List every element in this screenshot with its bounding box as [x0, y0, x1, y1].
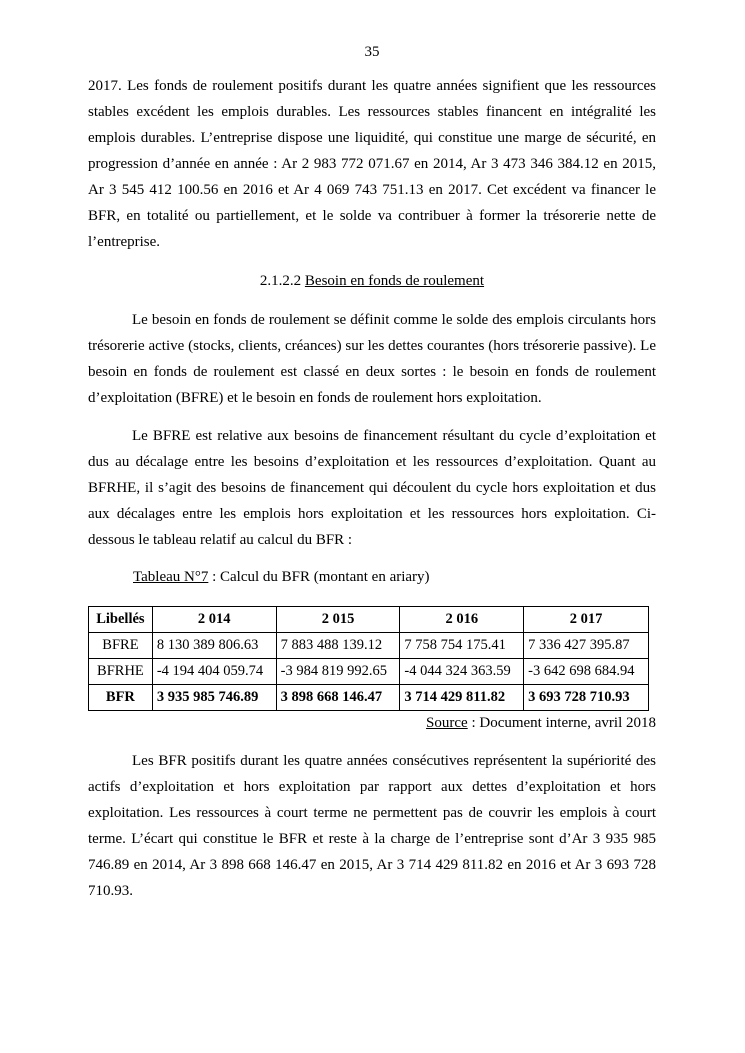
header-2014: 2 014 — [152, 607, 276, 633]
table-cell: 3 714 429 811.82 — [400, 685, 524, 711]
table-caption-text: : Calcul du BFR (montant en ariary) — [208, 569, 430, 585]
table-cell: 3 935 985 746.89 — [152, 685, 276, 711]
table-cell: -4 194 404 059.74 — [152, 659, 276, 685]
section-heading — [88, 268, 656, 294]
table-cell: 7 883 488 139.12 — [276, 633, 400, 659]
row-label: BFRHE — [89, 659, 153, 685]
table-row-total — [89, 685, 649, 711]
table-cell: 3 898 668 146.47 — [276, 685, 400, 711]
row-label: BFRE — [89, 633, 153, 659]
row-label: BFR — [89, 685, 153, 711]
paragraph-bfre-bfrhe: Le BFRE est relative aux besoins de financement résultant du cycle d’exploitation et dus au décalage entre les besoins d’exploitation et les ressources d’exploitation. Quant au BFRHE, il s’agit des besoins de financement qui découlent du cycle hors exploitation et dus aux décalages entre les emplois hors exploitation et les ressources hors exploitation. Ci-dessous le tableau relatif au calcul du BFR : — [88, 428, 656, 548]
section-number: 2.1.2.2 — [259, 273, 302, 289]
header-libelles: Libellés — [89, 607, 153, 633]
table-cell: 7 336 427 395.87 — [524, 633, 649, 659]
table-row — [89, 659, 649, 685]
table-row — [89, 633, 649, 659]
header-2016: 2 016 — [400, 607, 524, 633]
section-title: Besoin en fonds de roulement — [304, 273, 485, 289]
table-cell: -3 984 819 992.65 — [276, 659, 400, 685]
source-text: : Document interne, avril 2018 — [467, 715, 656, 731]
paragraph-fonds-roulement-conclusion: 2017. Les fonds de roulement positifs durant les quatre années signifient que les ressources stables excédent les emplois durables. Les ressources stables financent en intégralité les emplois durables. L’entreprise dispose une liquidité, qui constitue une marge de sécurité, en progression d’année en année : Ar 2 983 772 071.67 en 2014, Ar 3 473 346 384.12 en 2015, Ar 3 545 412 100.56 en 2016 et Ar 4 069 743 751.13 en 2017. Cet excédent va financer le BFR, en totalité ou partiellement, et le solde va contribuer à former la trésorerie nette de l’entreprise. — [88, 78, 656, 250]
table-caption-label: Tableau N°7 — [133, 569, 209, 585]
bfr-table — [88, 606, 649, 711]
table-caption — [133, 566, 430, 588]
header-2015: 2 015 — [276, 607, 400, 633]
paragraph-bfr-definition: Le besoin en fonds de roulement se définit comme le solde des emplois circulants hors trésorerie active (stocks, clients, créances) sur les dettes courantes (hors trésorerie passive). Le besoin en fonds de roulement est classé en deux sortes : le besoin en fonds de roulement d’exploitation (BFRE) et le besoin en fonds de roulement hors exploitation. — [88, 312, 656, 406]
source-label: Source — [426, 715, 468, 731]
table-cell: 7 758 754 175.41 — [400, 633, 524, 659]
table-cell: 8 130 389 806.63 — [152, 633, 276, 659]
table-cell: -4 044 324 363.59 — [400, 659, 524, 685]
table-cell: 3 693 728 710.93 — [524, 685, 649, 711]
table-cell: -3 642 698 684.94 — [524, 659, 649, 685]
table-header-row — [89, 607, 649, 633]
table-source — [426, 712, 656, 734]
paragraph-bfr-conclusion: Les BFR positifs durant les quatre années consécutives représentent la supériorité des actifs d’exploitation et hors exploitation par rapport aux dettes d’exploitation et hors exploitation. Les ressources à court terme ne permettent pas de couvrir les emplois à court terme. L’écart qui constitue le BFR et reste à la charge de l’entreprise sont d’Ar 3 935 985 746.89 en 2014, Ar 3 898 668 146.47 en 2015, Ar 3 714 429 811.82 en 2016 et Ar 3 693 728 710.93. — [88, 753, 656, 899]
page-number: 35 — [364, 44, 380, 60]
header-2017: 2 017 — [524, 607, 649, 633]
